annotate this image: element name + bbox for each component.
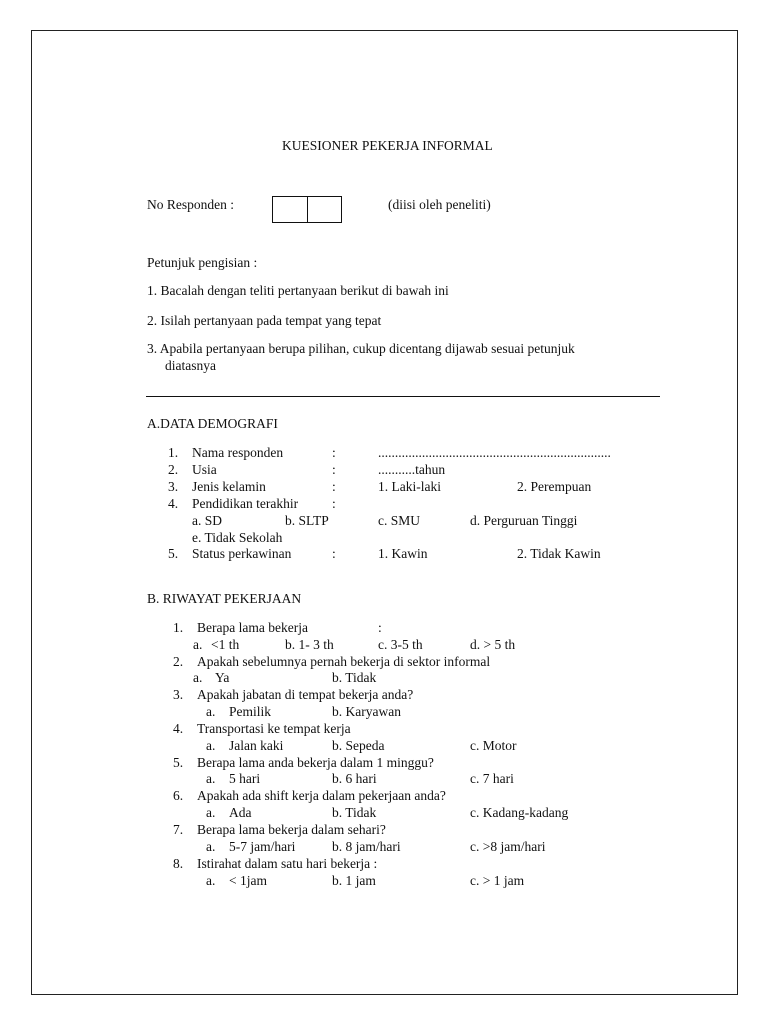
option-b[interactable]: b. Tidak [332,670,377,685]
instruction-item: 3. Apabila pertanyaan berupa pilihan, cukup dicentang dijawab sesuai petunjuk [147,341,575,356]
colon: : [332,445,336,460]
option-tidak-sekolah[interactable]: e. Tidak Sekolah [192,530,283,545]
option-b[interactable]: b. 1 jam [332,873,376,888]
option-c[interactable]: c. >8 jam/hari [470,839,546,854]
question-number: 1. [168,445,179,460]
question-label: Berapa lama bekerja dalam sehari? [197,822,386,837]
option-letter: a. [206,738,216,753]
question-number: 3. [168,479,179,494]
section-b-heading: B. RIWAYAT PEKERJAAN [147,591,302,606]
question-number: 3. [173,687,184,702]
option-a[interactable]: < 1jam [229,873,267,888]
option-b[interactable]: b. Tidak [332,805,377,820]
question-label: Apakah ada shift kerja dalam pekerjaan anda? [197,788,446,803]
option-sd[interactable]: a. SD [192,513,222,528]
option-b[interactable]: b. Karyawan [332,704,401,719]
option-male[interactable]: 1. Laki-laki [378,479,441,494]
question-number: 8. [173,856,184,871]
age-answer-line[interactable]: ...........tahun [378,462,446,477]
question-label: Nama responden [192,445,284,460]
question-label: Jenis kelamin [192,479,266,494]
question-number: 1. [173,620,184,635]
question-label: Pendidikan terakhir [192,496,299,511]
option-a[interactable]: <1 th [211,637,240,652]
option-a[interactable]: Pemilik [229,704,272,719]
question-label: Usia [192,462,217,477]
option-c[interactable]: c. Motor [470,738,517,753]
question-number: 6. [173,788,184,803]
question-number: 5. [173,755,184,770]
option-sltp[interactable]: b. SLTP [285,513,329,528]
option-letter: a. [206,771,216,786]
option-b[interactable]: b. 1- 3 th [285,637,334,652]
option-a[interactable]: Ya [215,670,230,685]
question-label: Berapa lama anda bekerja dalam 1 minggu? [197,755,434,770]
option-tidak-kawin[interactable]: 2. Tidak Kawin [517,546,601,561]
option-b[interactable]: b. Sepeda [332,738,385,753]
question-label: Apakah jabatan di tempat bekerja anda? [197,687,414,702]
option-perguruan-tinggi[interactable]: d. Perguruan Tinggi [470,513,578,528]
option-letter: a. [206,839,216,854]
option-letter: a. [206,873,216,888]
question-number: 4. [168,496,179,511]
instruction-item: 2. Isilah pertanyaan pada tempat yang tepat [147,313,382,328]
question-number: 5. [168,546,179,561]
question-label: Status perkawinan [192,546,292,561]
option-letter: a. [206,805,216,820]
question-number: 2. [168,462,179,477]
option-female[interactable]: 2. Perempuan [517,479,592,494]
option-c[interactable]: c. 3-5 th [378,637,423,652]
option-b[interactable]: b. 6 hari [332,771,377,786]
option-a[interactable]: 5 hari [229,771,261,786]
option-c[interactable]: c. > 1 jam [470,873,525,888]
colon: : [378,620,382,635]
question-number: 4. [173,721,184,736]
colon: : [332,546,336,561]
divider [146,396,660,397]
instruction-item-continued: diatasnya [165,358,216,373]
option-a[interactable]: Jalan kaki [229,738,284,753]
colon: : [332,496,336,511]
option-letter: a. [206,704,216,719]
respondent-digit-box[interactable] [307,197,342,222]
colon: : [332,479,336,494]
question-label: Transportasi ke tempat kerja [197,721,351,736]
question-label: Berapa lama bekerja [197,620,308,635]
option-d[interactable]: d. > 5 th [470,637,516,652]
colon: : [332,462,336,477]
question-label: Istirahat dalam satu hari bekerja : [197,856,378,871]
respondent-number-boxes[interactable] [272,196,342,223]
section-a-heading: A.DATA DEMOGRAFI [147,416,278,431]
page-title: KUESIONER PEKERJA INFORMAL [282,138,493,153]
question-number: 7. [173,822,184,837]
question-number: 2. [173,654,184,669]
instructions-heading: Petunjuk pengisian : [147,255,258,270]
option-b[interactable]: b. 8 jam/hari [332,839,401,854]
question-label: Apakah sebelumnya pernah bekerja di sektor informal [197,654,491,669]
respondent-label: No Responden : [147,197,234,212]
option-c[interactable]: c. 7 hari [470,771,514,786]
respondent-digit-box[interactable] [273,197,307,222]
option-a[interactable]: 5-7 jam/hari [229,839,296,854]
option-c[interactable]: c. Kadang-kadang [470,805,569,820]
name-answer-line[interactable]: ..................................................................... [378,445,611,460]
option-a[interactable]: Ada [229,805,252,820]
respondent-note: (diisi oleh peneliti) [388,197,491,212]
instruction-item: 1. Bacalah dengan teliti pertanyaan berikut di bawah ini [147,283,449,298]
option-letter: a. [193,670,203,685]
option-kawin[interactable]: 1. Kawin [378,546,428,561]
option-smu[interactable]: c. SMU [378,513,421,528]
option-letter: a. [193,637,203,652]
